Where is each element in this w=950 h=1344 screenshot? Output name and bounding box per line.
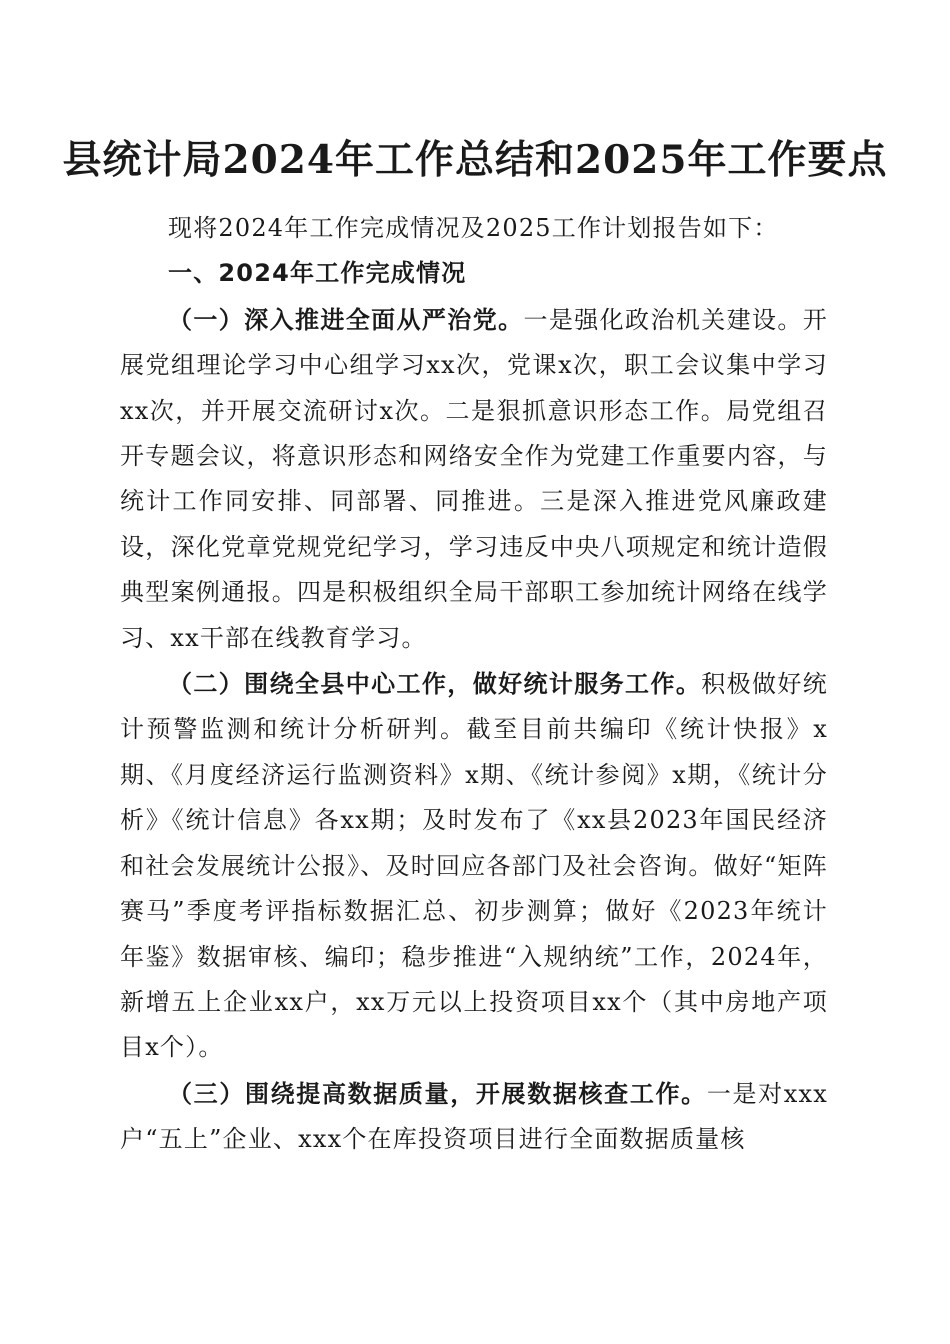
paragraph-3 (120, 1071, 828, 1163)
paragraph-2 (120, 661, 828, 1071)
paragraph-3-lead: （三）围绕提高数据质量，开展数据核查工作。 (168, 1078, 707, 1108)
intro-paragraph: 现将2024年工作完成情况及2025工作计划报告如下： (168, 214, 779, 242)
paragraph-3-text: 一是对xxx户“五上”企业、xxx个在库投资项目进行全面数据质量核 (120, 1079, 828, 1154)
paragraph-2-text: 积极做好统计预警监测和统计分析研判。截至目前共编印《统计快报》x期、《月度经济运行监测资料》x期、《统计参阅》x期，《统计分析》《统计信息》各xx期；及时发布了《xx县2023年国民经济和社会发展统计公报》、及时回应各部门及社会咨询。做好“矩阵赛马”季度考评指标数据汇总、初步测算；做好《2023年统计年鉴》数据审核、编印；稳步推进“入规纳统”工作，2024年，新增五上企业xx户，xx万元以上投资项目xx个（其中房地产项目x个）。 (120, 670, 829, 1062)
document-title: 县统计局2024年工作总结和2025年工作要点 (62, 137, 888, 183)
paragraph-1 (120, 297, 828, 661)
document-body (120, 206, 828, 1163)
section-heading-1: 一、2024年工作完成情况 (168, 259, 467, 288)
paragraph-1-lead: （一）深入推进全面从严治党。 (168, 304, 524, 334)
paragraph-2-lead: （二）围绕全县中心工作，做好统计服务工作。 (168, 669, 702, 699)
paragraph-1-text: 一是强化政治机关建设。开展党组理论学习中心组学习xx次，党课x次，职工会议集中学习xx次，并开展交流研讨x次。二是狠抓意识形态工作。局党组召开专题会议，将意识形态和网络安全作为党建工作重要内容，与统计工作同安排、同部署、同推进。三是深入推进党风廉政建设，深化党章党规党纪学习，学习违反中央八项规定和统计造假典型案例通报。四是积极组织全局干部职工参加统计网络在线学习、xx干部在线教育学习。 (120, 305, 828, 652)
